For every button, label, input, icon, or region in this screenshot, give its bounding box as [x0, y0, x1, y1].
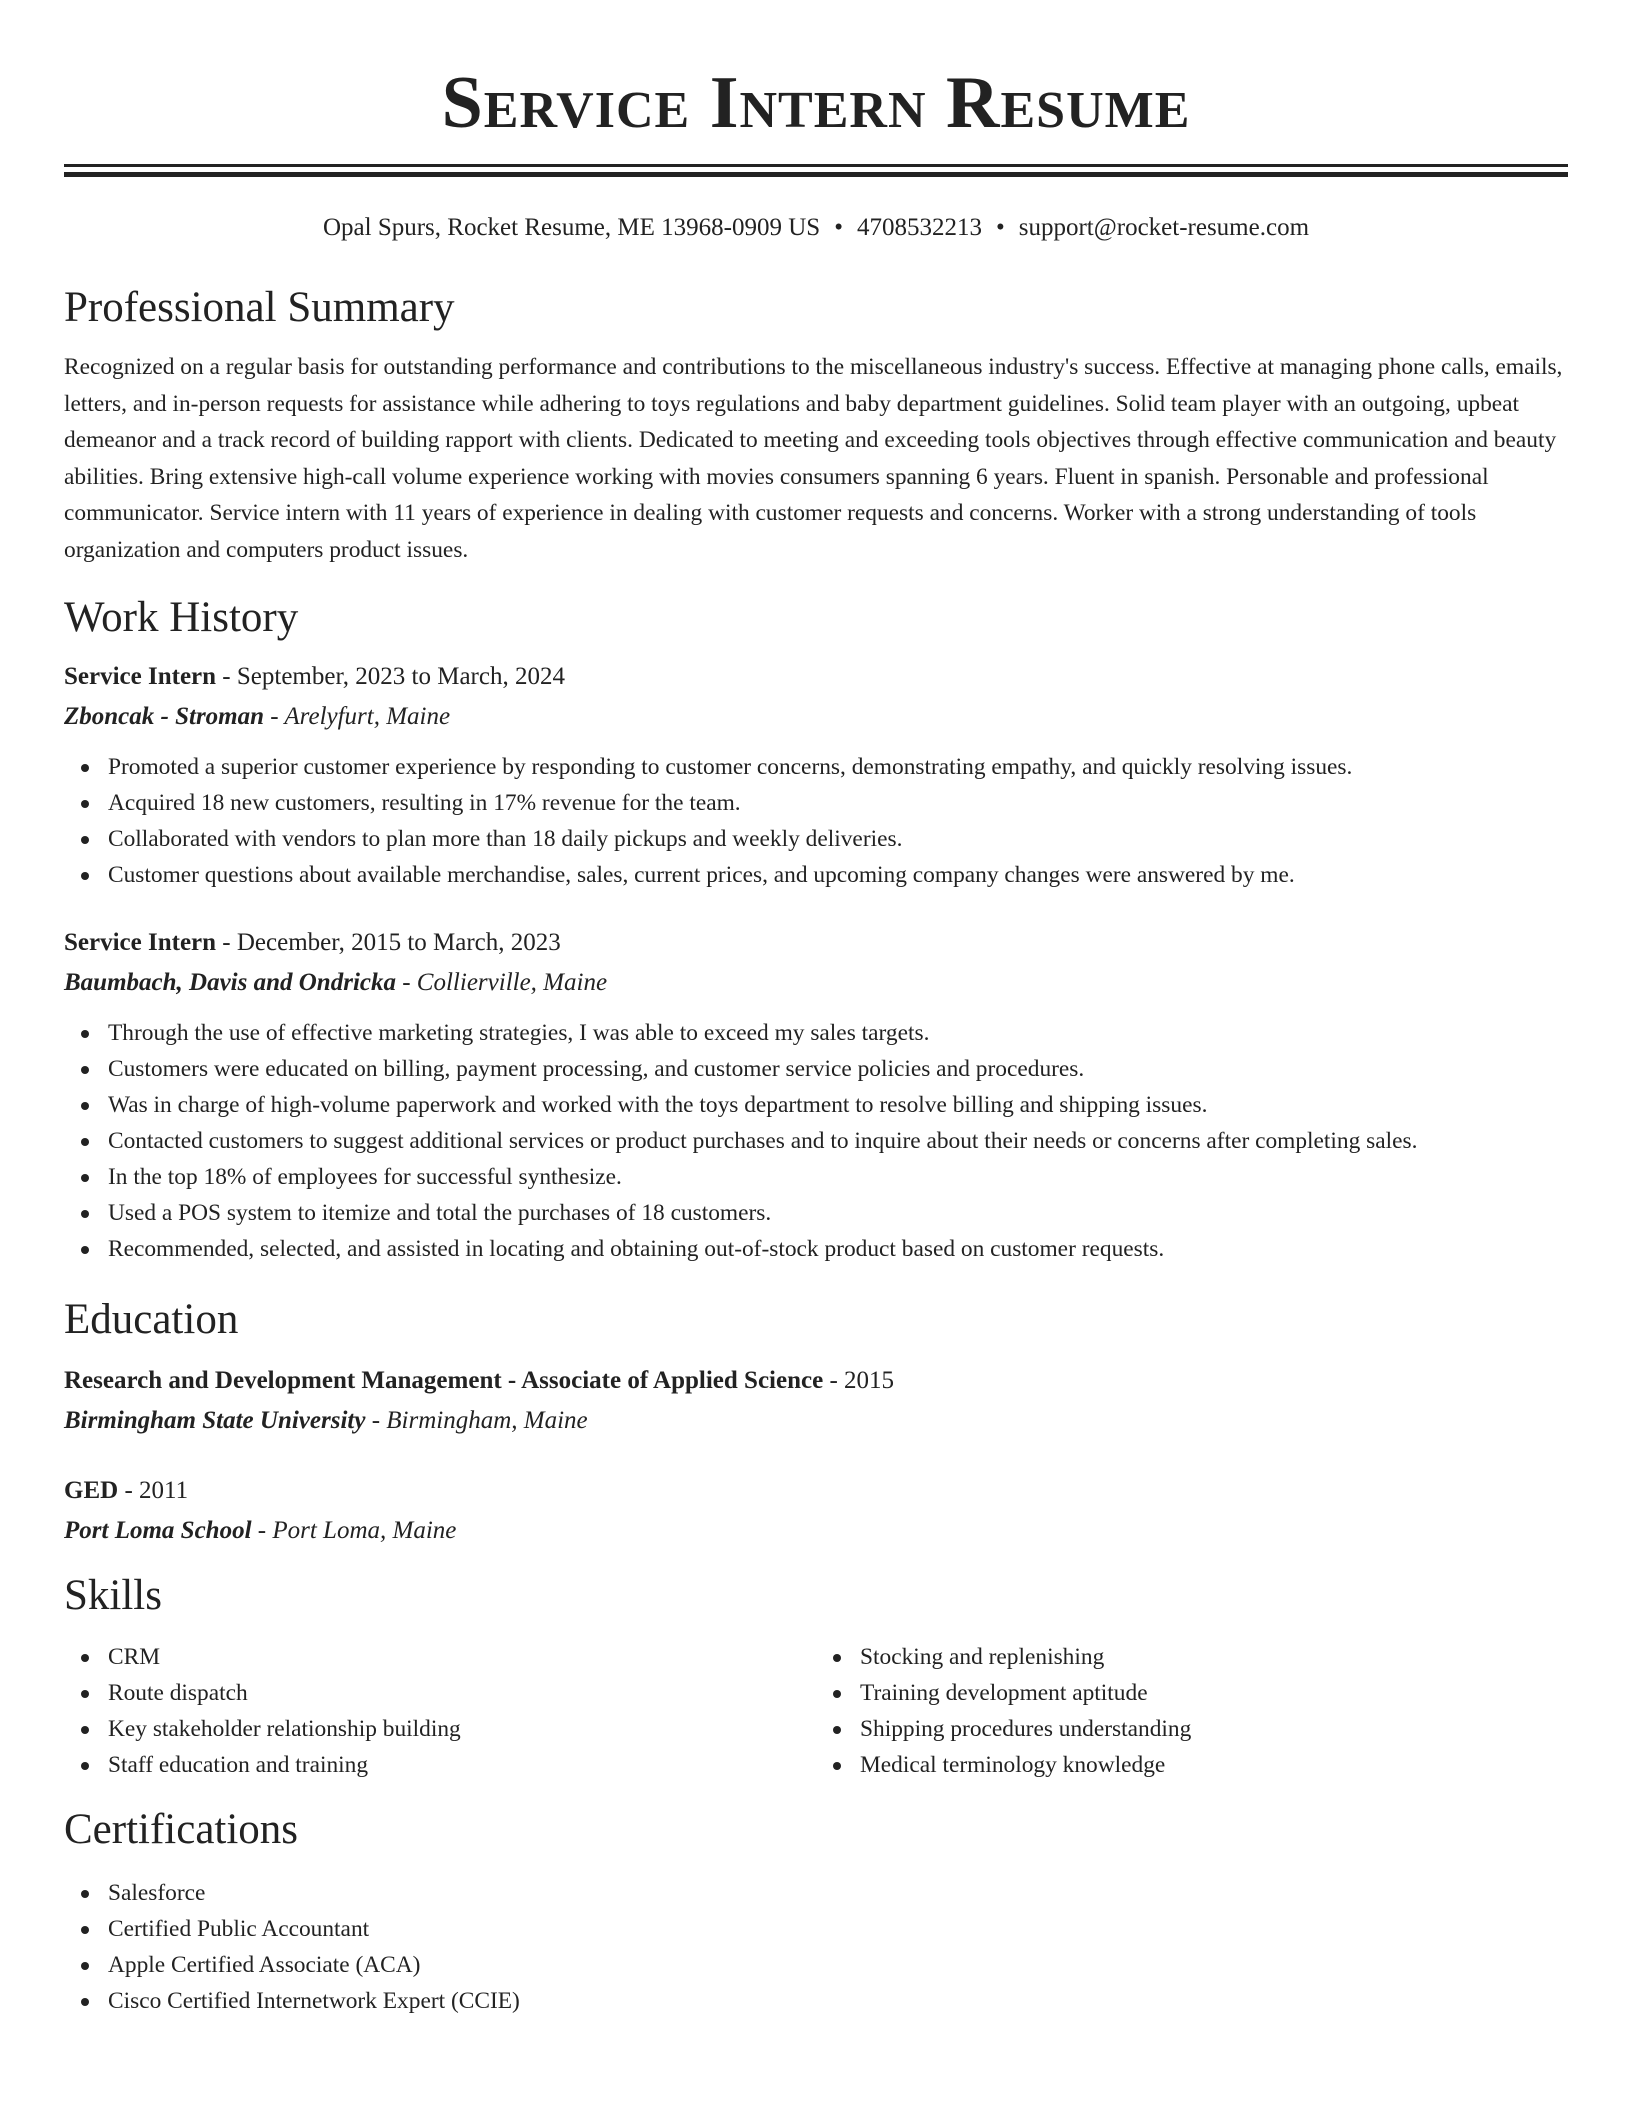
skills-section — [64, 1571, 1568, 1783]
skill-item: Stocking and replenishing — [860, 1639, 1568, 1675]
certifications-section — [64, 1805, 1568, 2019]
degree-name: Research and Development Management - Associate of Applied Science — [64, 1367, 824, 1394]
school-name: Birmingham State University — [64, 1407, 366, 1434]
skill-item: Key stakeholder relationship building — [108, 1711, 816, 1747]
summary-section — [64, 283, 1568, 568]
job-bullet: Recommended, selected, and assisted in locating and obtaining out-of-stock product based on customer requests. — [108, 1231, 1568, 1267]
job-bullet: Collaborated with vendors to plan more than 18 daily pickups and weekly deliveries. — [108, 821, 1568, 857]
education-section — [64, 1295, 1568, 1551]
job-title: Service Intern — [64, 663, 217, 690]
contact-address: Opal Spurs, Rocket Resume, ME 13968-0909 US — [322, 214, 821, 241]
skills-column-right — [816, 1639, 1568, 1783]
contact-separator: • — [995, 214, 1005, 241]
skill-item: Staff education and training — [108, 1747, 816, 1783]
job-bullet: Acquired 18 new customers, resulting in 17% revenue for the team. — [108, 785, 1568, 821]
contact-line — [64, 213, 1568, 243]
job-company: Baumbach, Davis and Ondricka — [64, 969, 396, 996]
certification-item: Certified Public Accountant — [108, 1911, 1568, 1947]
job-bullet: Customer questions about available merchandise, sales, current prices, and upcoming company changes were answered by me. — [108, 857, 1568, 893]
title-divider-bottom — [64, 172, 1568, 177]
job-bullet: Customers were educated on billing, payment processing, and customer service policies and procedures. — [108, 1051, 1568, 1087]
job-bullet: Promoted a superior customer experience by responding to customer concerns, demonstrating empathy, and quickly resolving issues. — [108, 749, 1568, 785]
education-heading: Education — [64, 1296, 239, 1343]
certifications-heading: Certifications — [64, 1806, 299, 1853]
education-entry — [64, 1361, 1568, 1441]
job-bullet: Was in charge of high-volume paperwork and worked with the toys department to resolve billing and shipping issues. — [108, 1087, 1568, 1123]
certification-item: Apple Certified Associate (ACA) — [108, 1947, 1568, 1983]
education-entry — [64, 1471, 1568, 1551]
contact-separator: • — [834, 214, 843, 241]
certification-item: Cisco Certified Internetwork Expert (CCIE) — [108, 1983, 1568, 2019]
job-location: - Arelyfurt, Maine — [264, 703, 451, 730]
skills-grid — [64, 1639, 1568, 1783]
job-dates: - December, 2015 to March, 2023 — [216, 929, 561, 956]
job-title: Service Intern — [64, 929, 217, 956]
skills-heading: Skills — [64, 1572, 162, 1619]
school-location: - Port Loma, Maine — [251, 1517, 457, 1544]
title-divider-top — [64, 164, 1568, 167]
skill-item: Medical terminology knowledge — [860, 1747, 1568, 1783]
job-entry — [64, 923, 1568, 1267]
job-dates: - September, 2023 to March, 2024 — [216, 663, 565, 690]
work-history-heading: Work History — [64, 594, 299, 641]
degree-year: - 2015 — [823, 1367, 895, 1394]
work-history-section — [64, 593, 1568, 1267]
school-location: - Birmingham, Maine — [365, 1407, 588, 1434]
job-location: - Collierville, Maine — [395, 969, 608, 996]
skills-column-left — [64, 1639, 816, 1783]
job-title-line — [64, 657, 1568, 697]
resume-title: Service Intern Resume — [441, 62, 1191, 144]
job-bullet: In the top 18% of employees for successful synthesize. — [108, 1159, 1568, 1195]
job-company-line — [64, 697, 1568, 737]
job-bullet: Contacted customers to suggest additional services or product purchases and to inquire about their needs or concerns after completing sales. — [108, 1123, 1568, 1159]
summary-heading: Professional Summary — [64, 284, 455, 331]
contact-phone: 4708532213 — [856, 214, 982, 241]
degree-line — [64, 1361, 1568, 1401]
job-entry — [64, 657, 1568, 893]
contact-email: support@rocket-resume.com — [1018, 214, 1310, 241]
job-bullets — [64, 749, 1568, 893]
job-company: Zboncak - Stroman — [64, 703, 265, 730]
skill-item: Route dispatch — [108, 1675, 816, 1711]
certification-item: Salesforce — [108, 1875, 1568, 1911]
job-bullets — [64, 1015, 1568, 1267]
skill-item: CRM — [108, 1639, 816, 1675]
skill-item: Training development aptitude — [860, 1675, 1568, 1711]
skill-item: Shipping procedures understanding — [860, 1711, 1568, 1747]
school-name: Port Loma School — [64, 1517, 252, 1544]
degree-line — [64, 1471, 1568, 1511]
certifications-list — [64, 1875, 1568, 2019]
job-title-line — [64, 923, 1568, 963]
degree-name: GED — [64, 1477, 119, 1504]
degree-year: - 2011 — [118, 1477, 189, 1504]
job-bullet: Through the use of effective marketing strategies, I was able to exceed my sales targets. — [108, 1015, 1568, 1051]
job-company-line — [64, 963, 1568, 1003]
school-line — [64, 1401, 1568, 1441]
job-bullet: Used a POS system to itemize and total the purchases of 18 customers. — [108, 1195, 1568, 1231]
school-line — [64, 1511, 1568, 1551]
summary-text: Recognized on a regular basis for outstanding performance and contributions to the miscellaneous industry's success. Effective at managing phone calls, emails, letters, and in-person requests for assistance while adhering to toys regulations and baby department guidelines. Solid team player with an outgoing, upbeat demeanor and a track record of building rapport with clients. Dedicated to meeting and exceeding tools objectives through effective communication and beauty abilities. Bring extensive high-call volume experience working with movies consumers spanning 6 years. Fluent in spanish. Personable and professional communicator. Service intern with 11 years of experience in dealing with customer requests and concerns. Worker with a strong understanding of tools organization and computers product issues. — [64, 354, 1563, 563]
